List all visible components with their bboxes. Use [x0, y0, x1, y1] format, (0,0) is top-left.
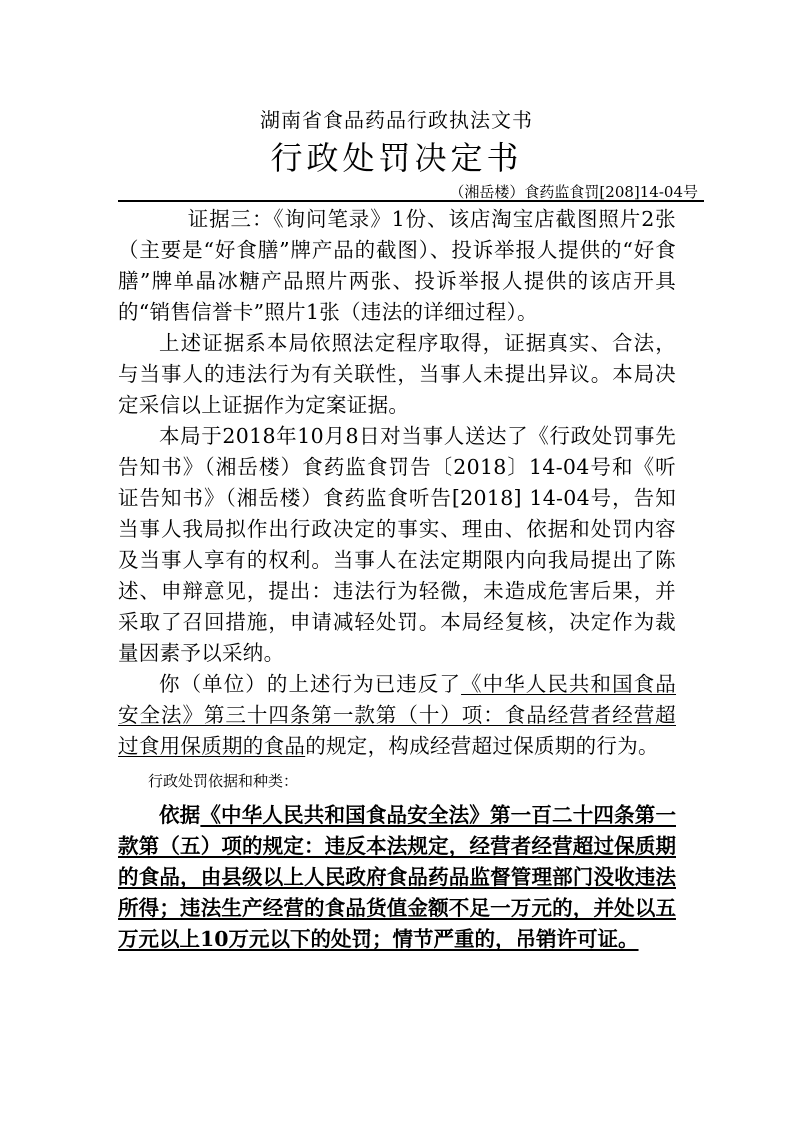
- violated-law-clause: 《中华人民共和国食品安全法》第三十四条第一款第（十）项：食品经营者经营超过食用保质期的食品: [118, 672, 677, 758]
- violation-intro: 你（单位）的上述行为已违反了: [159, 672, 462, 696]
- document-body: [118, 204, 676, 955]
- violation-tail: 的规定，构成经营超过保质期的行为。: [305, 734, 659, 758]
- penalty-basis-intro: 依据: [159, 803, 201, 827]
- document-title: 行政处罚决定书: [270, 139, 523, 177]
- penalty-basis-label: 行政处罚依据和种类：: [148, 772, 299, 790]
- penalty-law-clause: 《中华人民共和国食品安全法》第一百二十四条第一款第（五）项的规定：违反本法规定，经营者经营超过保质期的食品，由县级以上人民政府食品药品监督管理部门没收违法所得；违法生产经营的食品货值金额不足一万元的，并处以五万元以上10万元以下的处罚；情节严重的，吊销许可证。: [118, 803, 676, 951]
- header-divider: [118, 200, 704, 202]
- document-number: （湘岳楼）食药监食罚[208]14-04号: [449, 183, 698, 201]
- penalty-basis-paragraph: [118, 800, 676, 955]
- evidence-paragraph: 证据三：《询问笔录》1份、该店淘宝店截图照片2张（主要是“好食膳”牌产品的截图）、投诉举报人提供的“好食膳”牌单晶冰糖产品照片两张、投诉举报人提供的该店开具的“销售信誉卡”照片1张（违法的详细过程）。: [118, 207, 676, 324]
- notification-paragraph: 本局于2018年10月8日对当事人送达了《行政处罚事先告知书》（湘岳楼）食药监食罚告〔2018〕14-04号和《听证告知书》（湘岳楼）食药监食听告[2018] 14-04号，告知当事人我局拟作出行政决定的事实、理由、依据和处罚内容及当事人享有的权利。当事人在法定期限内向我局提出了陈述、申辩意见，提出：违法行为轻微，未造成危害后果，并采取了召回措施，申请减轻处罚。本局经复核，决定作为裁量因素予以采纳。: [118, 424, 676, 665]
- violation-paragraph: [118, 669, 676, 762]
- evidence-conclusion-paragraph: 上述证据系本局依照法定程序取得，证据真实、合法，与当事人的违法行为有关联性，当事人未提出异议。本局决定采信以上证据作为定案证据。: [118, 331, 676, 417]
- issuing-agency: 湖南省食品药品行政执法文书: [260, 108, 533, 132]
